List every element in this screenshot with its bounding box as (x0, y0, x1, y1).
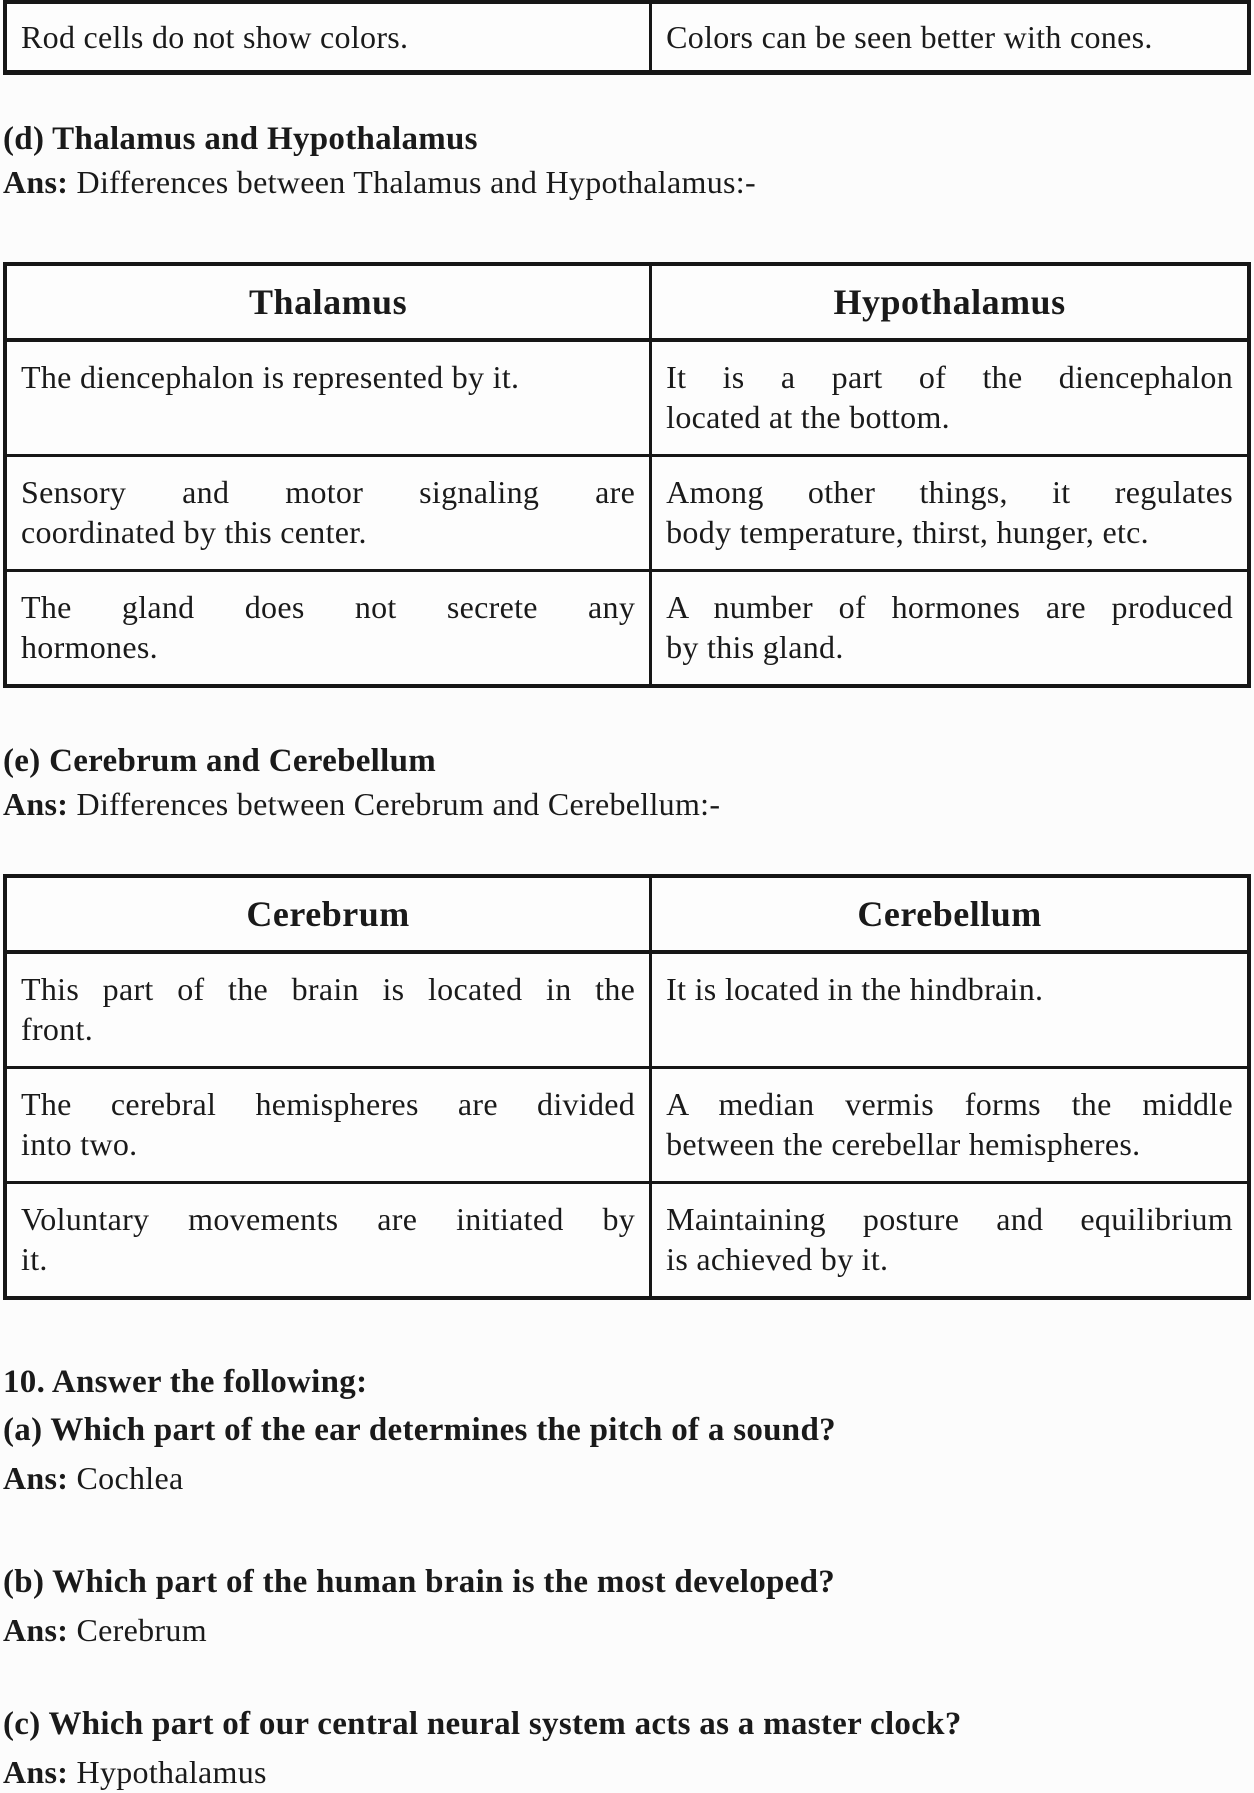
ans-label: Ans: (3, 1612, 69, 1648)
table-row (5, 952, 1249, 1068)
table-row (5, 340, 1249, 456)
table-row (5, 456, 1249, 571)
ans-label: Ans: (3, 1460, 69, 1496)
table-cell: The cerebral hemispheres are divided into two. (5, 1068, 651, 1183)
table-cell: It is located in the hindbrain. (651, 952, 1249, 1068)
table-cell: It is a part of the diencephalon located at the bottom. (651, 340, 1249, 456)
thalamus-hypothalamus-table (3, 262, 1251, 688)
table-cell: Voluntary movements are initiated by it. (5, 1183, 651, 1299)
table-header-row (5, 264, 1249, 340)
ans-label: Ans: (3, 786, 69, 822)
table-row (5, 1183, 1249, 1299)
column-header: Thalamus (5, 264, 651, 340)
ans-label: Ans: (3, 164, 69, 200)
question-b-block (3, 1558, 1254, 1654)
table-header-row (5, 876, 1249, 952)
table-cell: A median vermis forms the middle between the cerebellar hemispheres. (651, 1068, 1249, 1183)
table-cell: Maintaining posture and equilibrium is achieved by it. (651, 1183, 1249, 1299)
ans-text: Differences between Cerebrum and Cerebellum:- (76, 786, 721, 822)
section-d (3, 118, 1254, 204)
table-cell: The gland does not secrete any hormones. (5, 571, 651, 687)
ans-label: Ans: (3, 1754, 69, 1790)
ans-text: Hypothalamus (76, 1754, 267, 1790)
answer-a (3, 1454, 1254, 1502)
ans-text: Differences between Thalamus and Hypothalamus:- (76, 164, 756, 200)
column-header: Hypothalamus (651, 264, 1249, 340)
table-cell: This part of the brain is located in the front. (5, 952, 651, 1068)
cerebrum-cerebellum-table (3, 874, 1251, 1300)
question-c-block (3, 1700, 1254, 1793)
answer-intro-line (3, 161, 1254, 204)
column-header: Cerebellum (651, 876, 1249, 952)
table-row (5, 571, 1249, 687)
answer-intro-line (3, 783, 1254, 826)
column-header: Cerebrum (5, 876, 651, 952)
table-row (5, 1068, 1249, 1183)
table-cell: Among other things, it regulates body temperature, thirst, hunger, etc. (651, 456, 1249, 571)
ans-text: Cerebrum (76, 1612, 207, 1648)
table-cell: The diencephalon is represented by it. (5, 340, 651, 456)
table-cell: Sensory and motor signaling are coordinated by this center. (5, 456, 651, 571)
ans-text: Cochlea (76, 1460, 184, 1496)
answer-b (3, 1606, 1254, 1654)
table-row (5, 2, 1249, 73)
table-cell: Colors can be seen better with cones. (651, 2, 1249, 73)
question-b: (b) Which part of the human brain is the most developed? (3, 1564, 836, 1600)
question-10-heading: 10. Answer the following: (3, 1364, 368, 1400)
question-10-section (3, 1358, 1254, 1502)
subquestion-e-heading: (e) Cerebrum and Cerebellum (3, 743, 437, 779)
answer-c (3, 1748, 1254, 1793)
subquestion-d-heading: (d) Thalamus and Hypothalamus (3, 121, 478, 157)
rods-cones-table-fragment (3, 0, 1251, 75)
section-e (3, 740, 1254, 826)
question-a: (a) Which part of the ear determines the pitch of a sound? (3, 1412, 836, 1448)
table-cell: A number of hormones are produced by this gland. (651, 571, 1249, 687)
question-c: (c) Which part of our central neural system acts as a master clock? (3, 1706, 962, 1742)
table-cell: Rod cells do not show colors. (5, 2, 651, 73)
